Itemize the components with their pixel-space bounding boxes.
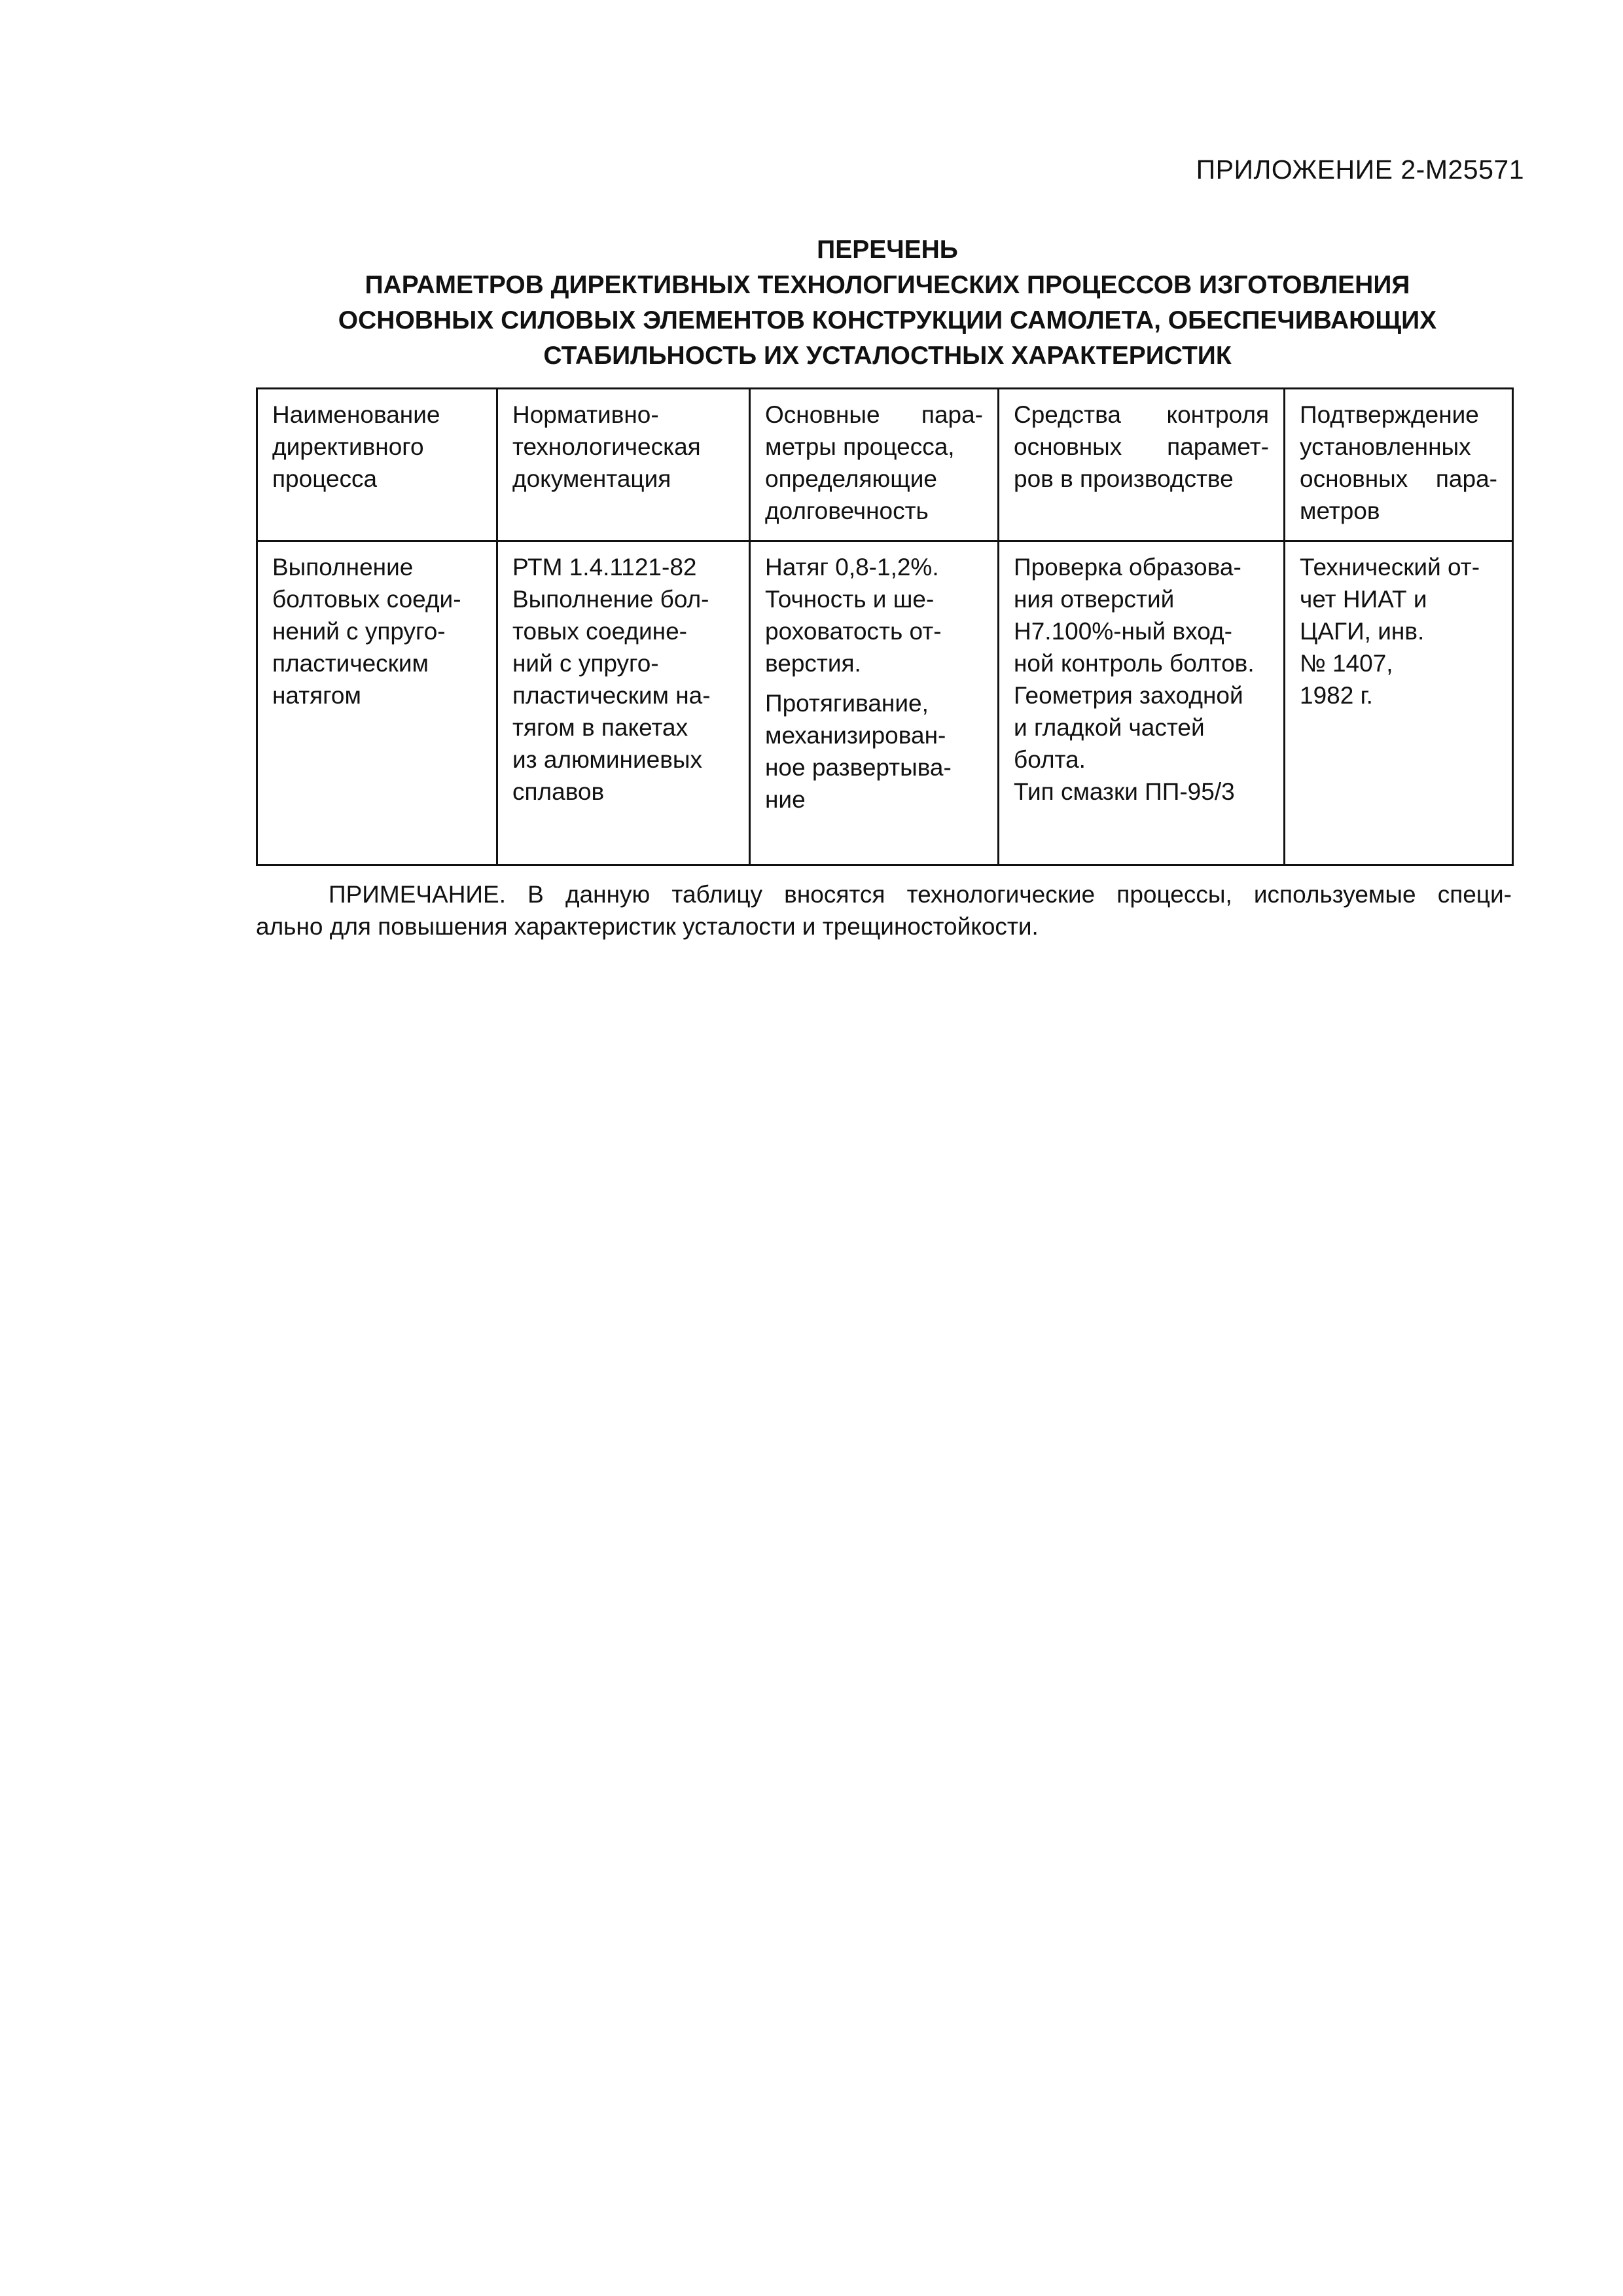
note-line-2: ально для повышения характеристик усталости и трещиностойкости.: [256, 913, 1039, 940]
cell-text-line: ной контроль болтов.: [1014, 650, 1255, 677]
appendix-label: ПРИЛОЖЕНИЕ 2-М25571: [1196, 154, 1524, 185]
cell-text-line: тягом в пакетах: [512, 714, 688, 741]
cell-text-line: сплавов: [512, 778, 605, 805]
title-line-3: ОСНОВНЫХ СИЛОВЫХ ЭЛЕМЕНТОВ КОНСТРУКЦИИ САМОЛЕТА, ОБЕСПЕЧИВАЮЩИХ: [338, 306, 1437, 334]
header-text-line: метров: [1300, 497, 1380, 524]
header-text-line: Средства контроля: [1014, 401, 1269, 428]
cell-text-line: Выполнение: [272, 554, 414, 581]
cell-text-line: Геометрия заходной: [1014, 682, 1243, 709]
cell-text-line: пластическим: [272, 650, 429, 677]
note-line-1: ПРИМЕЧАНИЕ. В данную таблицу вносятся технологические процессы, используемые специ-: [329, 881, 1512, 908]
cell-text-line: ние: [765, 786, 806, 813]
parameters-table: [256, 387, 1514, 866]
header-text-line: Основные пара-: [765, 401, 983, 428]
cell-text-line: товых соедине-: [512, 618, 687, 645]
cell-text-line: роховатость от-: [765, 618, 942, 645]
table-header-row: [257, 389, 1513, 541]
header-text-line: установленных: [1300, 433, 1471, 460]
cell-text-line: натягом: [272, 682, 361, 709]
header-process-name: [257, 389, 497, 541]
cell-text-line: Протягивание,: [765, 690, 929, 717]
header-text-line: Наименование: [272, 401, 440, 428]
cell-text-line: ное развертыва-: [765, 754, 952, 781]
table-row: [257, 541, 1513, 865]
header-text-line: метры процесса,: [765, 433, 955, 460]
cell-text-line: Точность и ше-: [765, 586, 935, 613]
cell-text-line: Н7.100%-ный вход-: [1014, 618, 1232, 645]
document-title: [256, 232, 1519, 374]
title-line-2: ПАРАМЕТРОВ ДИРЕКТИВНЫХ ТЕХНОЛОГИЧЕСКИХ ПРОЦЕССОВ ИЗГОТОВЛЕНИЯ: [365, 271, 1410, 299]
cell-text-line: чет НИАТ и: [1300, 586, 1427, 613]
cell-process-name: [257, 541, 497, 865]
cell-text-line: № 1407,: [1300, 650, 1393, 677]
cell-text-line: Тип смазки ПП-95/3: [1014, 778, 1235, 805]
header-text-line: долговечность: [765, 497, 929, 524]
title-line-1: ПЕРЕЧЕНЬ: [817, 236, 958, 264]
cell-text-line: ния отверстий: [1014, 586, 1175, 613]
cell-text-line: болта.: [1014, 746, 1086, 773]
cell-text-line: и гладкой частей: [1014, 714, 1205, 741]
cell-text-line: пластическим на-: [512, 682, 711, 709]
header-text-line: Подтверждение: [1300, 401, 1479, 428]
header-confirmation: [1285, 389, 1513, 541]
header-text-line: процесса: [272, 465, 378, 492]
cell-text-line: Выполнение бол-: [512, 586, 709, 613]
header-documentation: [497, 389, 750, 541]
cell-text-line: механизирован-: [765, 722, 946, 749]
header-text-line: директивного: [272, 433, 424, 460]
cell-confirmation: [1285, 541, 1513, 865]
header-text-line: Нормативно-: [512, 401, 659, 428]
cell-control-means: [999, 541, 1285, 865]
cell-text-line: ний с упруго-: [512, 650, 659, 677]
cell-text-line: нений с упруго-: [272, 618, 446, 645]
cell-text-line: РТМ 1.4.1121-82: [512, 554, 697, 581]
cell-text-line: Проверка образова-: [1014, 554, 1241, 581]
title-line-4: СТАБИЛЬНОСТЬ ИХ УСТАЛОСТНЫХ ХАРАКТЕРИСТИК: [543, 342, 1232, 370]
cell-text-line: из алюминиевых: [512, 746, 702, 773]
cell-parameters: [750, 541, 999, 865]
header-text-line: технологическая: [512, 433, 701, 460]
cell-text-line: Технический от-: [1300, 554, 1480, 581]
cell-text-line: ЦАГИ, инв.: [1300, 618, 1425, 645]
header-parameters: [750, 389, 999, 541]
cell-text-line: болтовых соеди-: [272, 586, 461, 613]
header-text-line: документация: [512, 465, 671, 492]
cell-text-line: Натяг 0,8-1,2%.: [765, 554, 939, 581]
header-text-line: определяющие: [765, 465, 937, 492]
cell-text-line: верстия.: [765, 650, 861, 677]
header-text-line: ров в производстве: [1014, 465, 1234, 492]
cell-text-line: 1982 г.: [1300, 682, 1373, 709]
note-paragraph: [256, 878, 1512, 942]
header-text-line: основных пара-: [1300, 465, 1497, 492]
cell-documentation: [497, 541, 750, 865]
header-text-line: основных парамет-: [1014, 433, 1269, 460]
header-control-means: [999, 389, 1285, 541]
